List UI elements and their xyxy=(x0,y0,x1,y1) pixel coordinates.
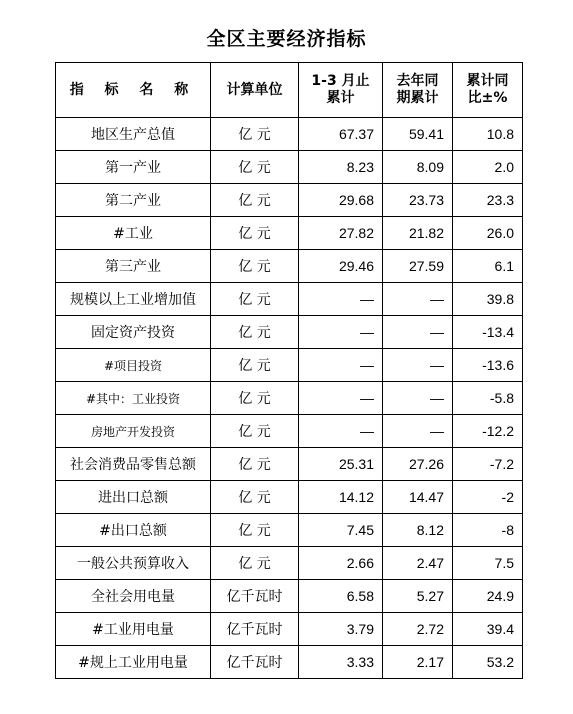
current-value-cell: 8.23 xyxy=(299,151,383,184)
table-row xyxy=(56,580,523,613)
current-value-cell: — xyxy=(299,349,383,382)
table-row xyxy=(56,613,523,646)
table-row xyxy=(56,217,523,250)
table-row xyxy=(56,118,523,151)
last-year-value-cell: 23.73 xyxy=(383,184,453,217)
header-yoy-growth: 累计同 比±% xyxy=(453,63,523,118)
table-row xyxy=(56,184,523,217)
unit-cell: 亿 元 xyxy=(211,250,299,283)
indicator-name-cell: #工业 xyxy=(56,217,211,250)
indicator-name-cell: #规上工业用电量 xyxy=(56,646,211,679)
current-value-cell: 3.79 xyxy=(299,613,383,646)
last-year-value-cell: 21.82 xyxy=(383,217,453,250)
unit-cell: 亿 元 xyxy=(211,349,299,382)
header-indicator-name: 指 标 名 称 xyxy=(56,63,211,118)
growth-value-cell: -13.4 xyxy=(453,316,523,349)
current-value-cell: — xyxy=(299,382,383,415)
last-year-value-cell: 8.09 xyxy=(383,151,453,184)
last-year-value-cell: 2.47 xyxy=(383,547,453,580)
indicator-name-cell: 一般公共预算收入 xyxy=(56,547,211,580)
indicator-name-cell: 房地产开发投资 xyxy=(56,415,211,448)
last-year-value-cell: — xyxy=(383,316,453,349)
last-year-value-cell: 8.12 xyxy=(383,514,453,547)
unit-cell: 亿 元 xyxy=(211,547,299,580)
last-year-value-cell: 27.26 xyxy=(383,448,453,481)
indicator-name-cell: 全社会用电量 xyxy=(56,580,211,613)
unit-cell: 亿 元 xyxy=(211,184,299,217)
current-value-cell: — xyxy=(299,283,383,316)
unit-cell: 亿 元 xyxy=(211,415,299,448)
header-unit: 计算单位 xyxy=(211,63,299,118)
indicator-name-cell: #其中：工业投资 xyxy=(56,382,211,415)
table-row xyxy=(56,250,523,283)
current-value-cell: 3.33 xyxy=(299,646,383,679)
header-last-year-cumulative: 去年同 期累计 xyxy=(383,63,453,118)
table-row xyxy=(56,382,523,415)
economic-indicators-table xyxy=(55,62,523,679)
table-row xyxy=(56,283,523,316)
table-row xyxy=(56,316,523,349)
current-value-cell: — xyxy=(299,415,383,448)
last-year-value-cell: 59.41 xyxy=(383,118,453,151)
growth-value-cell: 24.9 xyxy=(453,580,523,613)
growth-value-cell: 10.8 xyxy=(453,118,523,151)
current-value-cell: 6.58 xyxy=(299,580,383,613)
indicator-name-cell: 第三产业 xyxy=(56,250,211,283)
table-row xyxy=(56,646,523,679)
unit-cell: 亿 元 xyxy=(211,448,299,481)
indicator-name-cell: 固定资产投资 xyxy=(56,316,211,349)
last-year-value-cell: — xyxy=(383,415,453,448)
growth-value-cell: -5.8 xyxy=(453,382,523,415)
unit-cell: 亿 元 xyxy=(211,382,299,415)
table-row xyxy=(56,481,523,514)
last-year-value-cell: 5.27 xyxy=(383,580,453,613)
indicator-name-cell: #工业用电量 xyxy=(56,613,211,646)
growth-value-cell: -8 xyxy=(453,514,523,547)
last-year-value-cell: — xyxy=(383,382,453,415)
indicator-name-cell: #项目投资 xyxy=(56,349,211,382)
current-value-cell: 67.37 xyxy=(299,118,383,151)
table-row xyxy=(56,151,523,184)
table-row xyxy=(56,547,523,580)
last-year-value-cell: 14.47 xyxy=(383,481,453,514)
header-current-cumulative: 1-3 月止 累计 xyxy=(299,63,383,118)
table-row xyxy=(56,448,523,481)
unit-cell: 亿千瓦时 xyxy=(211,580,299,613)
growth-value-cell: 39.8 xyxy=(453,283,523,316)
last-year-value-cell: 2.17 xyxy=(383,646,453,679)
current-value-cell: — xyxy=(299,316,383,349)
table-row xyxy=(56,349,523,382)
growth-value-cell: 6.1 xyxy=(453,250,523,283)
indicator-name-cell: 进出口总额 xyxy=(56,481,211,514)
indicator-name-cell: 规模以上工业增加值 xyxy=(56,283,211,316)
unit-cell: 亿 元 xyxy=(211,217,299,250)
last-year-value-cell: — xyxy=(383,349,453,382)
current-value-cell: 14.12 xyxy=(299,481,383,514)
indicator-name-cell: 第一产业 xyxy=(56,151,211,184)
table-row xyxy=(56,415,523,448)
growth-value-cell: 7.5 xyxy=(453,547,523,580)
last-year-value-cell: — xyxy=(383,283,453,316)
current-value-cell: 2.66 xyxy=(299,547,383,580)
indicator-name-cell: 第二产业 xyxy=(56,184,211,217)
last-year-value-cell: 2.72 xyxy=(383,613,453,646)
unit-cell: 亿 元 xyxy=(211,118,299,151)
unit-cell: 亿 元 xyxy=(211,283,299,316)
growth-value-cell: -12.2 xyxy=(453,415,523,448)
growth-value-cell: -7.2 xyxy=(453,448,523,481)
current-value-cell: 29.46 xyxy=(299,250,383,283)
page-title: 全区主要经济指标 xyxy=(206,28,367,50)
indicator-name-cell: #出口总额 xyxy=(56,514,211,547)
growth-value-cell: 53.2 xyxy=(453,646,523,679)
indicator-name-cell: 社会消费品零售总额 xyxy=(56,448,211,481)
unit-cell: 亿 元 xyxy=(211,151,299,184)
unit-cell: 亿 元 xyxy=(211,316,299,349)
growth-value-cell: 2.0 xyxy=(453,151,523,184)
current-value-cell: 29.68 xyxy=(299,184,383,217)
indicator-name-cell: 地区生产总值 xyxy=(56,118,211,151)
table-header-row xyxy=(56,63,523,118)
growth-value-cell: -2 xyxy=(453,481,523,514)
current-value-cell: 7.45 xyxy=(299,514,383,547)
table-row xyxy=(56,514,523,547)
growth-value-cell: 26.0 xyxy=(453,217,523,250)
last-year-value-cell: 27.59 xyxy=(383,250,453,283)
current-value-cell: 25.31 xyxy=(299,448,383,481)
growth-value-cell: 23.3 xyxy=(453,184,523,217)
unit-cell: 亿千瓦时 xyxy=(211,646,299,679)
current-value-cell: 27.82 xyxy=(299,217,383,250)
unit-cell: 亿 元 xyxy=(211,514,299,547)
unit-cell: 亿 元 xyxy=(211,481,299,514)
growth-value-cell: -13.6 xyxy=(453,349,523,382)
unit-cell: 亿千瓦时 xyxy=(211,613,299,646)
growth-value-cell: 39.4 xyxy=(453,613,523,646)
